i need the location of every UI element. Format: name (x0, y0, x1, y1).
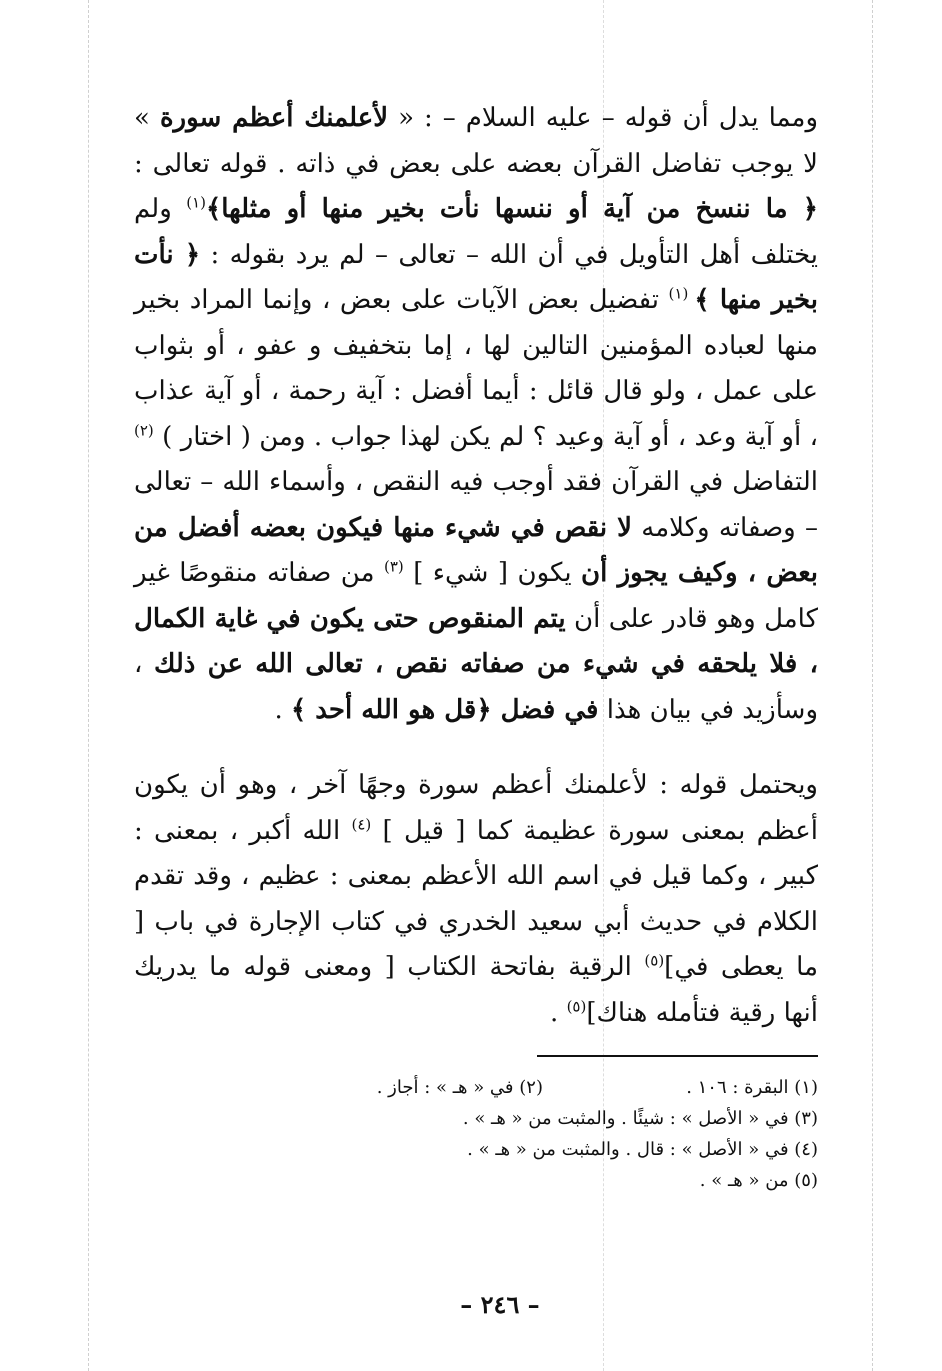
footnote-row-1 (300, 1072, 818, 1103)
para1-bold-4: لا نقص في شيء منها فيكون بعضه أفضل من بعض ، وكيف يجوز أن (134, 512, 819, 588)
para1-quran-verse-2: ﴿ نأت بخير منها ﴾ (134, 239, 818, 315)
paragraph-1 (134, 96, 818, 733)
page-number: – ٢٤٦ – (460, 1290, 540, 1319)
footnotes (300, 1072, 818, 1196)
para1-text-6: يكون [ شيء ] (403, 558, 582, 588)
footnote-separator (537, 1055, 818, 1057)
footnote-ref-2: (٢) (134, 420, 154, 439)
footnote-1: (١) البقرة : ١٠٦ . (686, 1077, 818, 1098)
para1-text-7: من صفاته منقوصًا غير كامل وهو قادر على أن (134, 558, 818, 634)
main-text (134, 96, 818, 1036)
footnote-2: (٢) في « هـ » : أجاز . (376, 1077, 543, 1098)
footnote-3: (٣) في « الأصل » : شيئًا . والمثبت من « هـ » . (462, 1108, 818, 1129)
para1-text-1: ومما يدل أن قوله – عليه السلام – : « (388, 103, 819, 133)
footnote-ref-3: (٣) (383, 557, 404, 576)
scan-guide-left (88, 0, 89, 1371)
scan-guide-right (872, 0, 873, 1371)
para1-quran-verse-1: ﴿ ما ننسخ من آية أو ننسها نأت بخير منها أو مثلها﴾ (205, 194, 819, 224)
para2-text-4: . (550, 997, 567, 1028)
para1-text-3: ولم يختلف أهل التأويل في أن الله – تعالى – لم يرد بقوله : (134, 194, 819, 270)
para2-text-3: الرقية بفاتحة الكتاب [ ومعنى قوله ما يدريك أنها رقية فتأمله هناك] (134, 952, 818, 1028)
para1-text-4: تفضيل بعض الآيات على بعض ، وإنما المراد بخير منها لعباده المؤمنين التالين لها ، إما بتخفيف و عفو ، أو بثواب على عمل ، ولو قال قائل : أيما أفضل : آية رحمة ، أو آية عذاب ، أو آية وعد ، أو آية وعيد ؟ لم يكن لهذا جواب . ومن ( اختار ) (134, 285, 818, 452)
para2-text-2: الله أكبر ، بمعنى : كبير ، وكما قيل في اسم الله الأعظم بمعنى : عظيم ، وقد تقدم الكلام في حديث أبي سعيد الخدري في كتاب الإجارة في باب [ ما يعطى في] (134, 815, 818, 982)
paragraph-2 (134, 763, 818, 1036)
para1-text-2: » لا يوجب تفاضل القرآن بعضه على بعض في ذاته . قوله تعالى : (134, 103, 818, 179)
footnote-ref-5: (٥) (644, 951, 665, 970)
footnote-ref-4: (٤) (351, 814, 372, 833)
para1-bold-5: يتم المنقوص حتى يكون في غاية الكمال ، فلا يلحقه في شيء من صفاته نقص ، تعالى الله عن ذلك (134, 603, 819, 679)
footnote-ref-1: (١) (186, 193, 206, 212)
para1-text-9: . (274, 694, 291, 725)
footnote-ref-5b: (٥) (566, 996, 587, 1015)
footnote-4: (٤) في « الأصل » : قال . والمثبت من « هـ » . (467, 1139, 818, 1160)
footnote-ref-1b: (١) (668, 284, 695, 303)
para1-text-8: ، وسأزيد في بيان هذا (134, 649, 818, 725)
para1-bold-6: في فضل ﴿قل هو الله أحد ﴾ (291, 694, 599, 725)
para1-hadith-quote: لأعلمنك أعظم سورة (159, 103, 389, 133)
para2-text-1: ويحتمل قوله : لأعلمنك أعظم سورة وجهًا آخر ، وهو أن يكون أعظم بمعنى سورة عظيمة كما [ قيل ] (134, 770, 818, 846)
para1-text-5: التفاضل في القرآن فقد أوجب فيه النقص ، وأسماء الله – تعالى – وصفاته وكلامه (134, 467, 818, 543)
footnote-5: (٥) من « هـ » . (699, 1170, 818, 1191)
